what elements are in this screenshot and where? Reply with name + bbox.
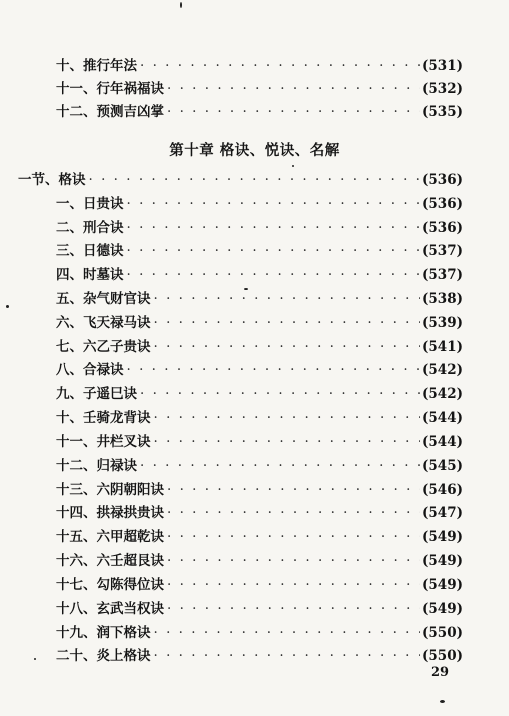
scan-speck (34, 658, 36, 660)
toc-entry-page: (550) (422, 625, 463, 641)
dot-leader (154, 646, 421, 666)
dot-leader (154, 432, 421, 452)
toc-entry-page: (549) (422, 553, 463, 569)
toc-section-label: 一节、格诀 (18, 172, 86, 188)
dot-leader (89, 170, 421, 190)
toc-entry-page: (537) (422, 267, 463, 283)
dot-leader (140, 56, 420, 76)
toc-entry-label: 七、六乙子贵诀 (56, 339, 151, 355)
toc-entry[interactable] (56, 218, 463, 238)
toc-entry-label: 五、杂气财官诀 (56, 291, 151, 307)
toc-entry-page: (535) (422, 104, 463, 120)
toc-entry[interactable] (56, 575, 463, 595)
dot-leader (154, 408, 421, 428)
dot-leader (140, 456, 420, 476)
toc-entry-label: 一、日贵诀 (56, 196, 124, 212)
toc-entry-page: (549) (422, 529, 463, 545)
toc-entry[interactable] (56, 551, 463, 571)
toc-entry[interactable] (56, 408, 463, 428)
toc-entry-label: 十四、拱禄拱贵诀 (56, 505, 164, 521)
scan-speck (440, 700, 445, 703)
toc-entry-label: 二、刑合诀 (56, 220, 124, 236)
toc-entry-page: (542) (422, 362, 463, 378)
toc-entry-page: (531) (422, 58, 463, 74)
dot-leader (127, 218, 421, 238)
dot-leader (167, 575, 420, 595)
toc-entry-page: (546) (422, 482, 463, 498)
dot-leader (167, 102, 420, 122)
toc-entry-page: (542) (422, 386, 463, 402)
dot-leader (167, 551, 420, 571)
toc-entry-page: (532) (422, 81, 463, 97)
toc-entry[interactable] (56, 56, 463, 76)
toc-entry-label: 十五、六甲超乾诀 (56, 529, 164, 545)
toc-entry-label: 十八、玄武当权诀 (56, 601, 164, 617)
toc-entry-page: (541) (422, 339, 463, 355)
dot-leader (140, 384, 420, 404)
dot-leader (154, 289, 421, 309)
toc-entry-label: 三、日德诀 (56, 243, 124, 259)
toc-entry-page: (545) (422, 458, 463, 474)
toc-entry-label: 二十、炎上格诀 (56, 648, 151, 664)
toc-entry-label: 十九、润下格诀 (56, 625, 151, 641)
toc-entry-label: 六、飞天禄马诀 (56, 315, 151, 331)
toc-entry[interactable] (56, 241, 463, 261)
toc-entry-label: 十、推行年法 (56, 58, 137, 74)
toc-entry-page: (544) (422, 410, 463, 426)
toc-entry[interactable] (56, 503, 463, 523)
toc-entry[interactable] (56, 432, 463, 452)
toc-entry[interactable] (56, 265, 463, 285)
toc-entry-page: (544) (422, 434, 463, 450)
toc-entry-label: 十二、预测吉凶掌 (56, 104, 164, 120)
toc-entry[interactable] (56, 480, 463, 500)
toc-entry-label: 十六、六壬超艮诀 (56, 553, 164, 569)
toc-entry-page: (547) (422, 505, 463, 521)
toc-entry-page: (536) (422, 220, 463, 236)
dot-leader (167, 527, 420, 547)
toc-entry-page: (549) (422, 601, 463, 617)
scan-speck (292, 165, 294, 167)
toc-entry-label: 九、子遥巳诀 (56, 386, 137, 402)
dot-leader (127, 265, 421, 285)
dot-leader (127, 360, 421, 380)
dot-leader (154, 623, 421, 643)
toc-entry[interactable] (56, 194, 463, 214)
toc-section[interactable] (18, 170, 463, 190)
toc-entry-label: 十二、归禄诀 (56, 458, 137, 474)
toc-entry[interactable] (56, 599, 463, 619)
toc-entry[interactable] (56, 313, 463, 333)
toc-entry-label: 十三、六阴朝阳诀 (56, 482, 164, 498)
toc-entry-label: 四、时墓诀 (56, 267, 124, 283)
toc-entry-label: 十、壬骑龙背诀 (56, 410, 151, 426)
toc-entry-page: (539) (422, 315, 463, 331)
toc-entry[interactable] (56, 337, 463, 357)
toc-entry-page: (537) (422, 243, 463, 259)
dot-leader (167, 503, 420, 523)
dot-leader (127, 241, 421, 261)
dot-leader (167, 480, 420, 500)
toc-entry[interactable] (56, 289, 463, 309)
toc-entry[interactable] (56, 456, 463, 476)
toc-section-page: (536) (422, 172, 463, 188)
toc-entry[interactable] (56, 360, 463, 380)
toc-entry[interactable] (56, 102, 463, 122)
toc-entry[interactable] (56, 79, 463, 99)
toc-entry-label: 十一、行年祸福诀 (56, 81, 164, 97)
toc-entry[interactable] (56, 623, 463, 643)
chapter-title: 第十章 格诀、悦诀、名解 (169, 142, 340, 159)
dot-leader (154, 337, 421, 357)
dot-leader (167, 599, 420, 619)
dot-leader (127, 194, 421, 214)
toc-entry-label: 八、合禄诀 (56, 362, 124, 378)
toc-entry[interactable] (56, 527, 463, 547)
toc-entry[interactable] (56, 384, 463, 404)
toc-entry-page: (549) (422, 577, 463, 593)
scan-speck (244, 288, 248, 290)
toc-entry-label: 十一、井栏叉诀 (56, 434, 151, 450)
toc-entry-page: (536) (422, 196, 463, 212)
toc-entry-label: 十七、勾陈得位诀 (56, 577, 164, 593)
scan-speck (6, 305, 9, 308)
toc-entry-page: (538) (422, 291, 463, 307)
dot-leader (154, 313, 421, 333)
page-number: 29 (431, 665, 450, 680)
toc-entry-page: (550) (422, 648, 463, 664)
toc-entry[interactable] (56, 646, 463, 666)
scan-speck (180, 2, 182, 8)
dot-leader (167, 79, 420, 99)
